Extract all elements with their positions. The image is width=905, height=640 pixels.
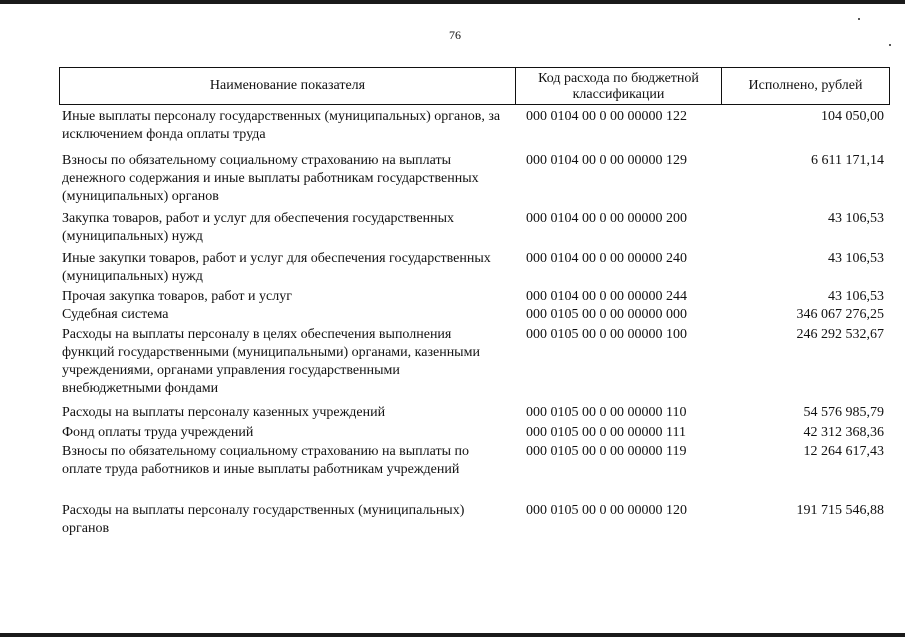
- row-code: 000 0104 00 0 00 00000 244: [526, 289, 687, 304]
- page-number: 76: [449, 28, 461, 42]
- row-code: 000 0105 00 0 00 00000 110: [526, 405, 687, 420]
- row-name: Судебная система: [62, 307, 169, 322]
- row-code: 000 0104 00 0 00 00000 129: [526, 153, 687, 168]
- row-code: 000 0104 00 0 00 00000 200: [526, 211, 687, 226]
- scan-speck: [889, 44, 891, 46]
- row-amount: 54 576 985,79: [803, 405, 884, 420]
- row-amount: 6 611 171,14: [811, 153, 884, 168]
- row-code: 000 0105 00 0 00 00000 120: [526, 503, 687, 518]
- row-amount: 346 067 276,25: [796, 307, 884, 322]
- row-code: 000 0105 00 0 00 00000 119: [526, 444, 687, 459]
- row-name: Расходы на выплаты персоналу в целях обеспечения выполнения функций государственными (муниципальными) органами, казенными учреждениями, органами управления государственными внебюджетными фондами: [62, 327, 480, 396]
- row-amount: 191 715 546,88: [796, 503, 884, 518]
- scan-speck: [858, 18, 860, 20]
- row-code: 000 0105 00 0 00 00000 100: [526, 327, 687, 342]
- row-name: Иные закупки товаров, работ и услуг для обеспечения государственных (муниципальных) нужд: [62, 251, 491, 284]
- row-amount: 43 106,53: [828, 289, 884, 304]
- row-name: Расходы на выплаты персоналу казенных учреждений: [62, 405, 386, 420]
- row-code: 000 0105 00 0 00 00000 111: [526, 425, 686, 440]
- header-code: Код расхода по бюджетной классификации: [516, 68, 722, 104]
- row-name: Расходы на выплаты персоналу государственных (муниципальных) органов: [62, 503, 465, 536]
- header-name: Наименование показателя: [60, 68, 516, 104]
- row-name: Прочая закупка товаров, работ и услуг: [62, 289, 292, 304]
- header-amount: Исполнено, рублей: [748, 78, 863, 93]
- row-amount: 42 312 368,36: [803, 425, 884, 440]
- row-name: Иные выплаты персоналу государственных (муниципальных) органов, за исключением фонда оплаты труда: [62, 109, 501, 142]
- scan-border-bottom: [0, 633, 905, 637]
- row-amount: 12 264 617,43: [803, 444, 884, 459]
- scan-border-top: [0, 0, 905, 4]
- row-name: Закупка товаров, работ и услуг для обеспечения государственных (муниципальных) нужд: [62, 211, 455, 244]
- row-code: 000 0104 00 0 00 00000 240: [526, 251, 687, 266]
- row-name: Фонд оплаты труда учреждений: [62, 425, 254, 440]
- row-amount: 43 106,53: [828, 251, 884, 266]
- row-amount: 246 292 532,67: [796, 327, 884, 342]
- row-name: Взносы по обязательному социальному страхованию на выплаты по оплате труда работников и иные выплаты работникам учреждений: [62, 444, 470, 477]
- row-name: Взносы по обязательному социальному страхованию на выплаты денежного содержания и иные выплаты работникам государственных (муниципальных) органов: [62, 153, 479, 204]
- row-amount: 104 050,00: [821, 109, 884, 124]
- row-code: 000 0104 00 0 00 00000 122: [526, 109, 687, 124]
- row-amount: 43 106,53: [828, 211, 884, 226]
- row-code: 000 0105 00 0 00 00000 000: [526, 307, 687, 322]
- table-header: [59, 67, 890, 105]
